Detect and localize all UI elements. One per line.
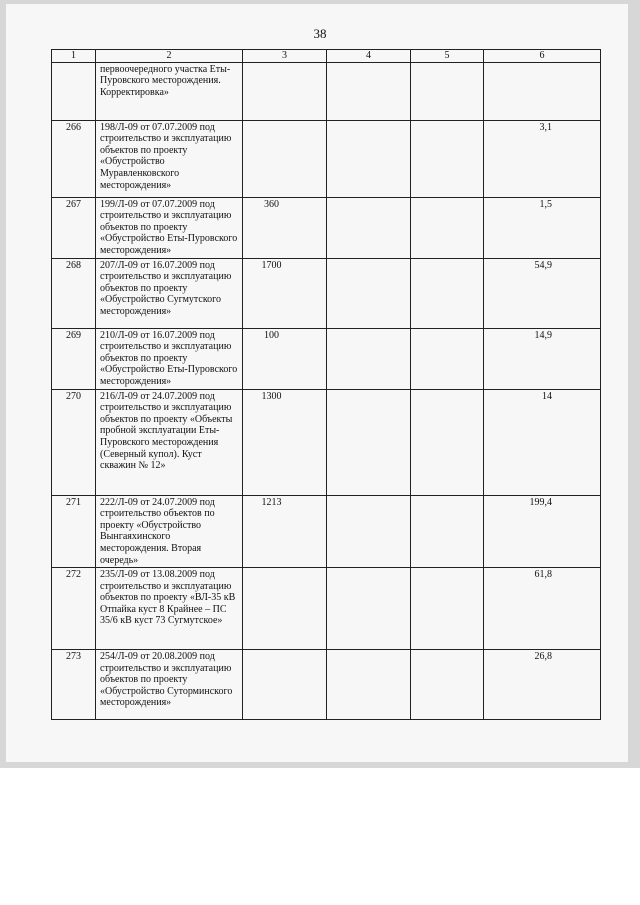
row-value-col4 xyxy=(327,650,411,720)
row-value-col6: 54,9 xyxy=(484,258,601,328)
row-value-col3: 1213 xyxy=(243,495,327,568)
table-row xyxy=(52,197,601,258)
row-value-col4 xyxy=(327,197,411,258)
row-description: 207/Л-09 от 16.07.2009 под строительство и эксплуатацию объектов по проекту «Обустройство Сугмутского месторождения» xyxy=(96,258,243,328)
table-row xyxy=(52,258,601,328)
table-row xyxy=(52,568,601,650)
row-description: 199/Л-09 от 07.07.2009 под строительство и эксплуатацию объектов по проекту «Обустройство Еты-Пуровского месторождения» xyxy=(96,197,243,258)
table-row xyxy=(52,62,601,120)
column-header: 1 xyxy=(52,50,96,63)
row-value-col5 xyxy=(411,120,484,197)
row-value-col3: 100 xyxy=(243,328,327,389)
row-description: 216/Л-09 от 24.07.2009 под строительство и эксплуатацию объектов по проекту «Объекты пробной эксплуатации Еты-Пуровского месторождения (Северный купол). Куст скважин № 12» xyxy=(96,389,243,495)
row-value-col4 xyxy=(327,568,411,650)
row-value-col4 xyxy=(327,389,411,495)
row-number: 271 xyxy=(52,495,96,568)
table-row xyxy=(52,389,601,495)
row-number: 267 xyxy=(52,197,96,258)
row-number: 268 xyxy=(52,258,96,328)
row-value-col5 xyxy=(411,389,484,495)
row-value-col5 xyxy=(411,650,484,720)
row-description: 210/Л-09 от 16.07.2009 под строительство и эксплуатацию объектов по проекту «Обустройство Еты-Пуровского месторождения» xyxy=(96,328,243,389)
row-number: 269 xyxy=(52,328,96,389)
row-value-col3: 1700 xyxy=(243,258,327,328)
table-row xyxy=(52,328,601,389)
row-value-col6 xyxy=(484,62,601,120)
row-value-col6: 3,1 xyxy=(484,120,601,197)
row-value-col5 xyxy=(411,197,484,258)
column-header: 5 xyxy=(411,50,484,63)
row-description: первоочередного участка Еты-Пуровского месторождения. Корректировка» xyxy=(96,62,243,120)
row-description: 254/Л-09 от 20.08.2009 под строительство и эксплуатацию объектов по проекту «Обустройство Суторминского месторождения» xyxy=(96,650,243,720)
row-value-col4 xyxy=(327,495,411,568)
row-value-col5 xyxy=(411,62,484,120)
row-number: 270 xyxy=(52,389,96,495)
row-value-col4 xyxy=(327,328,411,389)
row-value-col5 xyxy=(411,568,484,650)
row-value-col4 xyxy=(327,62,411,120)
row-value-col3 xyxy=(243,568,327,650)
row-description: 198/Л-09 от 07.07.2009 под строительство и эксплуатацию объектов по проекту «Обустройство Муравленковского месторождения» xyxy=(96,120,243,197)
row-value-col3 xyxy=(243,650,327,720)
column-header: 6 xyxy=(484,50,601,63)
row-value-col5 xyxy=(411,495,484,568)
row-value-col3: 360 xyxy=(243,197,327,258)
header-row xyxy=(52,50,601,63)
page-number: 38 xyxy=(313,26,327,41)
row-value-col5 xyxy=(411,328,484,389)
column-header: 2 xyxy=(96,50,243,63)
row-value-col4 xyxy=(327,258,411,328)
row-value-col6: 26,8 xyxy=(484,650,601,720)
row-value-col3 xyxy=(243,120,327,197)
row-number: 266 xyxy=(52,120,96,197)
row-value-col6: 14 xyxy=(484,389,601,495)
table-row xyxy=(52,495,601,568)
row-number: 272 xyxy=(52,568,96,650)
row-number: 273 xyxy=(52,650,96,720)
table-row xyxy=(52,120,601,197)
column-header: 3 xyxy=(243,50,327,63)
table-row xyxy=(52,650,601,720)
land-allocation-table xyxy=(51,49,601,720)
row-description: 222/Л-09 от 24.07.2009 под строительство объектов по проекту «Обустройство Вынгаяхинского месторождения. Вторая очередь» xyxy=(96,495,243,568)
row-value-col5 xyxy=(411,258,484,328)
row-value-col3: 1300 xyxy=(243,389,327,495)
row-value-col6: 199,4 xyxy=(484,495,601,568)
column-header: 4 xyxy=(327,50,411,63)
row-value-col4 xyxy=(327,120,411,197)
row-value-col6: 61,8 xyxy=(484,568,601,650)
row-value-col3 xyxy=(243,62,327,120)
row-description: 235/Л-09 от 13.08.2009 под строительство и эксплуатацию объектов по проекту «ВЛ-35 кВ Отпайка куст 8 Крайнее – ПС 35/6 кВ куст 73 Сугмутское» xyxy=(96,568,243,650)
row-value-col6: 14,9 xyxy=(484,328,601,389)
row-value-col6: 1,5 xyxy=(484,197,601,258)
row-number xyxy=(52,62,96,120)
